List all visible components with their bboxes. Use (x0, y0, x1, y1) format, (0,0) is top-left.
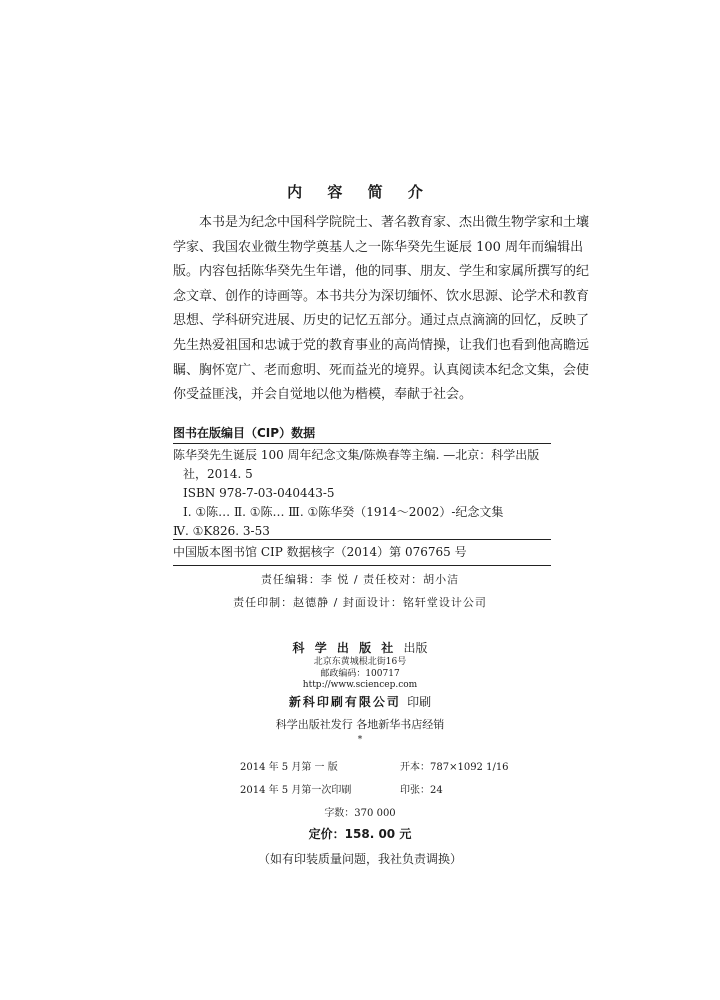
cip-middle-rule (173, 539, 551, 540)
production-credits: 责任印制：赵德静 / 封面设计：铭轩堂设计公司 (233, 596, 487, 609)
cip-classification-code: Ⅳ. ①K826. 3-53 (173, 524, 270, 538)
summary-line: 学家、我国农业微生物学奠基人之一陈华癸先生诞辰 100 周年而编辑出 (173, 239, 584, 255)
distribution-info: 科学出版社发行 各地新华书店经销 (275, 718, 445, 731)
summary-line: 本书是为纪念中国科学院院士、著名教育家、杰出微生物学家和土壤 (199, 215, 590, 230)
price: 定价：158. 00 元 (308, 827, 412, 841)
printed-sheets: 印张：24 (400, 785, 443, 796)
summary-title: 内 容 简 介 (287, 183, 433, 201)
printer-suffix: 印刷 (407, 695, 432, 709)
cip-top-rule (173, 443, 551, 444)
cip-bottom-rule (173, 565, 551, 566)
summary-line: 你受益匪浅，并会自觉地以他为楷模，奉献于社会。 (173, 387, 473, 403)
cip-header: 图书在版编目（CIP）数据 (173, 426, 316, 440)
summary-line: 念文章、创作的诗画等。本书共分为深切缅怀、饮水思源、论学术和教育 (173, 288, 590, 304)
cip-classification: Ⅰ. ①陈… Ⅱ. ①陈… Ⅲ. ①陈华癸（1914～2002）-纪念文集 (183, 505, 504, 519)
cip-title-line-continued: 社，2014. 5 (183, 467, 253, 481)
printer-name (0, 693, 720, 710)
printing-date: 2014 年 5 月第一次印刷 (240, 785, 352, 796)
printing-row (240, 781, 443, 796)
word-count: 字数：370 000 (324, 808, 396, 819)
summary-line: 版。内容包括陈华癸先生年谱，他的同事、朋友、学生和家属所撰写的纪 (173, 264, 590, 280)
cip-isbn: ISBN 978-7-03-040443-5 (183, 486, 335, 500)
separator-star: * (357, 735, 363, 745)
publisher-suffix: 出版 (403, 641, 428, 655)
summary-line: 先生热爱祖国和忠诚于党的教育事业的高尚情操，让我们也看到他高瞻远 (173, 337, 590, 353)
publisher-url: http://www.sciencep.com (302, 680, 418, 690)
publisher-name-text: 科 学 出 版 社 (292, 641, 397, 655)
printer-name-text: 新科印刷有限公司 (288, 695, 401, 709)
editor-credits: 责任编辑：李 悦 / 责任校对：胡小洁 (260, 573, 460, 586)
book-format: 开本：787×1092 1/16 (400, 762, 509, 773)
publisher-name (0, 639, 720, 656)
summary-line: 思想、学科研究进展、历史的记忆五部分。通过点点滴滴的回忆，反映了 (173, 313, 590, 329)
summary-body (173, 211, 590, 408)
quality-notice: （如有印装质量问题，我社负责调换） (257, 852, 462, 866)
cip-check-number: 中国版本图书馆 CIP 数据核字（2014）第 076765 号 (173, 545, 467, 559)
edition-date: 2014 年 5 月第 一 版 (240, 762, 338, 773)
cip-title-line: 陈华癸先生诞辰 100 周年纪念文集/陈焕春等主编. —北京：科学出版 (173, 448, 540, 462)
publisher-postcode: 邮政编码：100717 (320, 669, 400, 679)
edition-row (240, 758, 509, 773)
cip-record (173, 446, 551, 541)
summary-line: 瞩、胸怀宽广、老而愈明、死而益光的境界。认真阅读本纪念文集，会使 (173, 362, 590, 378)
publisher-address: 北京东黄城根北街16号 (313, 657, 407, 667)
